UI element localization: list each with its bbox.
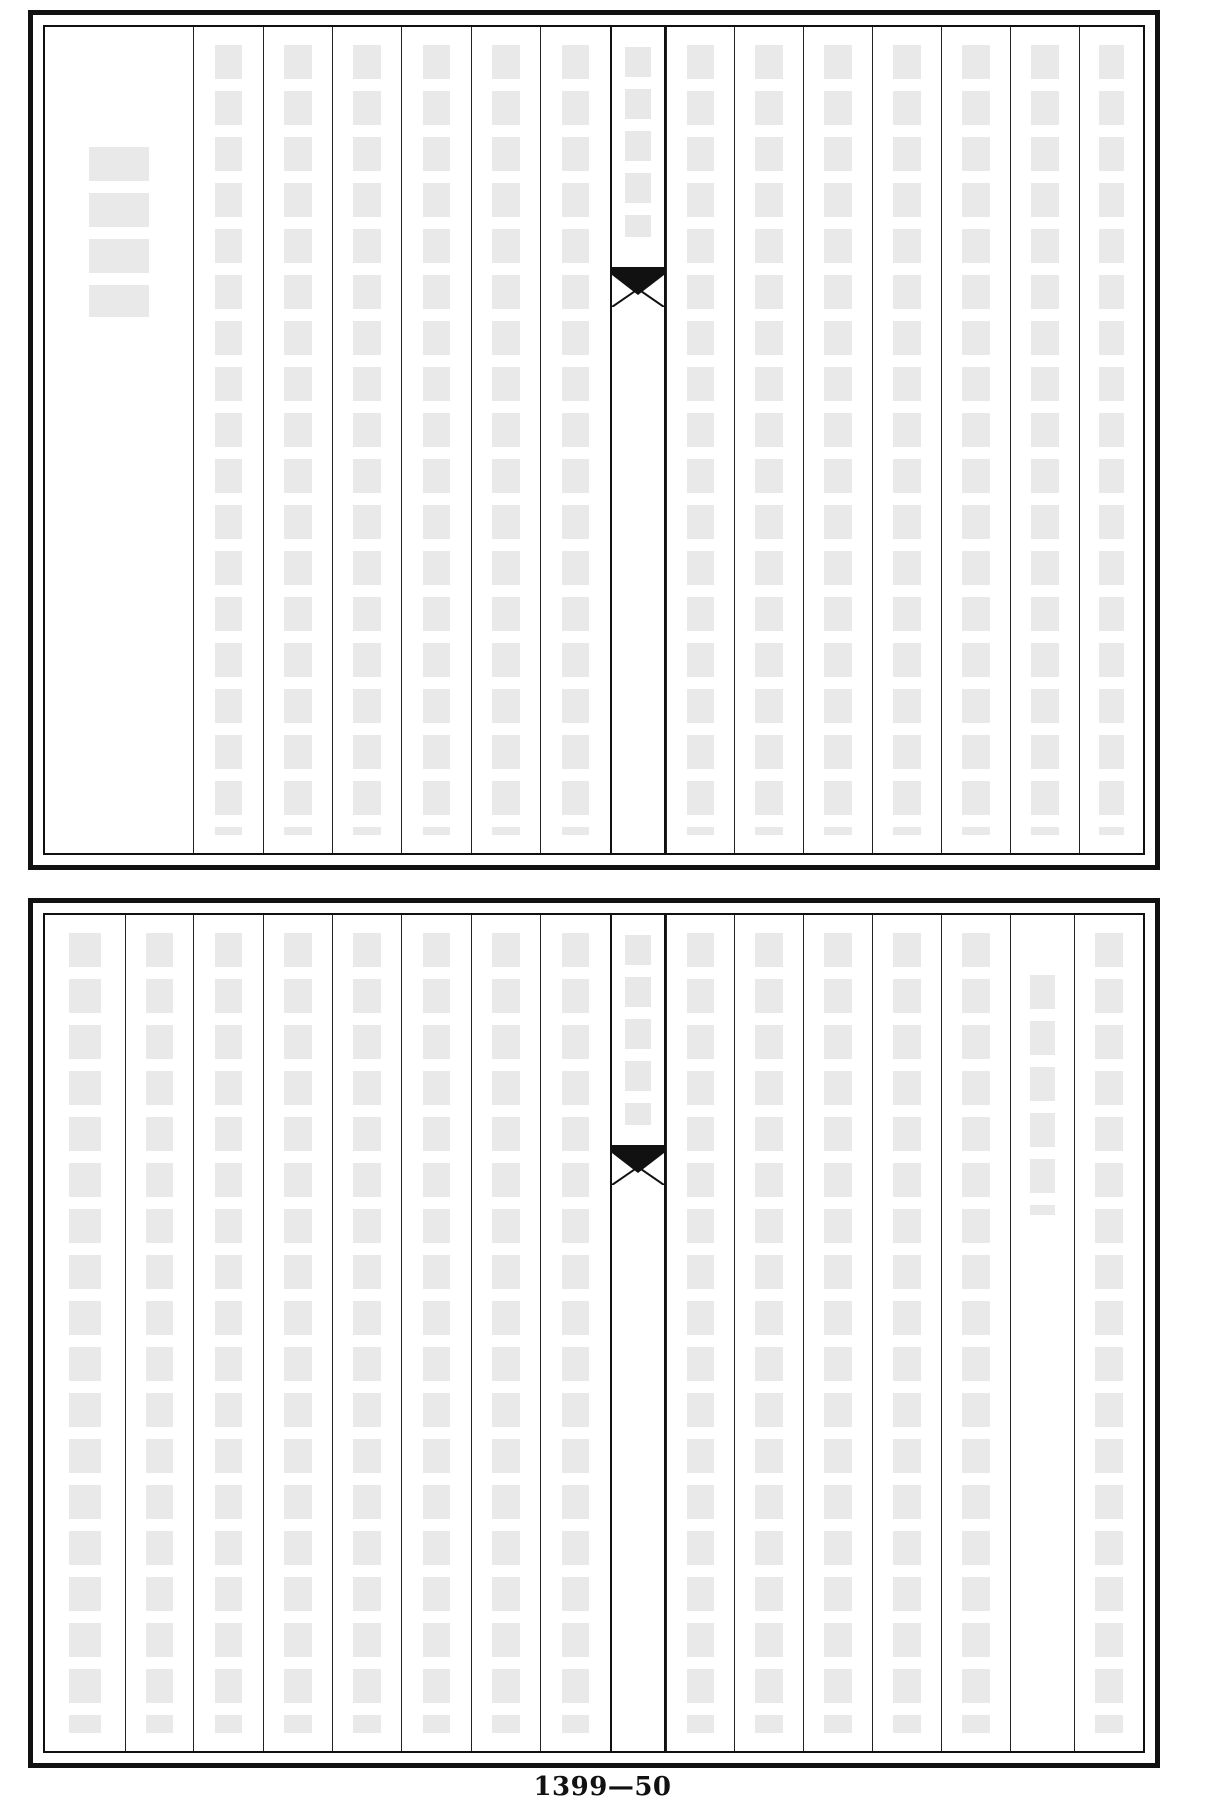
text-column	[1074, 915, 1143, 1751]
text-column	[872, 915, 941, 1751]
page-number: 1399—50	[533, 1772, 672, 1802]
text-column	[332, 915, 401, 1751]
text-column	[471, 915, 540, 1751]
text-column	[332, 27, 401, 853]
text-column	[401, 915, 471, 1751]
text-column	[941, 915, 1010, 1751]
text-column	[666, 915, 734, 1751]
text-column	[803, 27, 872, 853]
text-column	[803, 915, 872, 1751]
text-column	[941, 27, 1010, 853]
text-column	[263, 915, 332, 1751]
text-column	[540, 27, 610, 853]
text-column	[125, 915, 193, 1751]
fish-tail-ornament	[612, 267, 664, 307]
text-frame	[43, 913, 1145, 1753]
page-leaf-bottom	[28, 898, 1160, 1768]
center-margin-column	[610, 915, 666, 1751]
text-column	[401, 27, 471, 853]
text-column	[45, 915, 125, 1751]
text-column	[263, 27, 332, 853]
text-column	[1010, 27, 1079, 853]
center-margin-column	[610, 27, 666, 853]
fish-tail-ornament	[612, 1145, 664, 1185]
text-column	[193, 27, 263, 853]
text-frame	[43, 25, 1145, 855]
text-column	[872, 27, 941, 853]
text-column	[734, 27, 803, 853]
text-column	[471, 27, 540, 853]
text-column	[45, 27, 193, 853]
text-column	[666, 27, 734, 853]
text-column	[540, 915, 610, 1751]
page-leaf-top	[28, 10, 1160, 870]
text-column	[193, 915, 263, 1751]
text-column	[1079, 27, 1143, 853]
text-column	[734, 915, 803, 1751]
text-column	[1010, 915, 1074, 1751]
